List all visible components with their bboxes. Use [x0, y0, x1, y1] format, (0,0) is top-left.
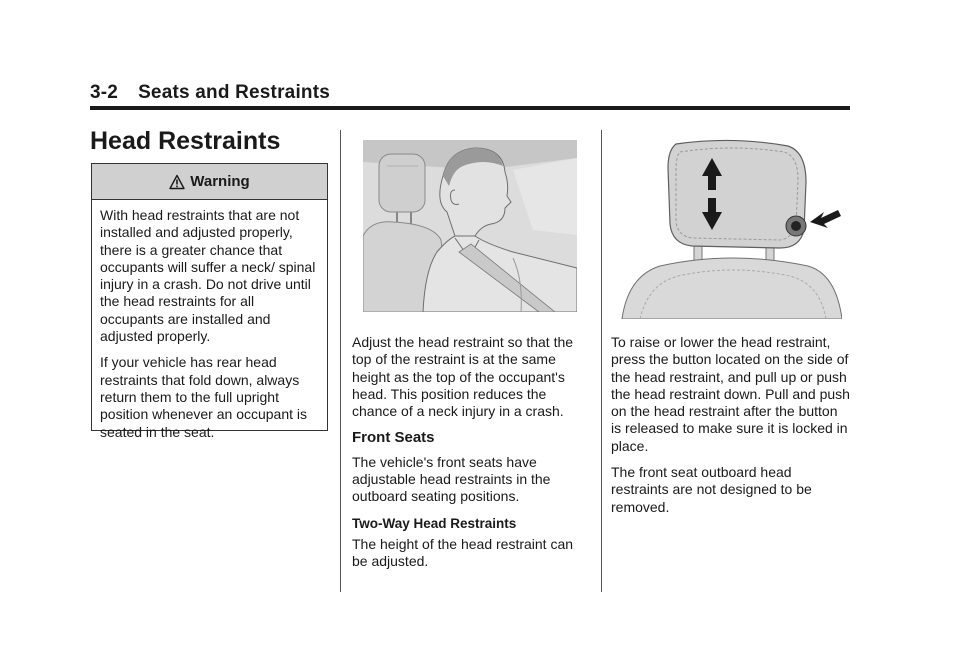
warning-header	[92, 164, 327, 200]
two-way-head-restraints-heading: Two-Way Head Restraints	[352, 515, 517, 531]
two-way-head-restraints-text: The height of the head restraint can be adjusted.	[352, 535, 574, 570]
section-title: Seats and Restraints	[138, 82, 331, 103]
running-header	[90, 82, 850, 104]
warning-label: Warning	[190, 173, 250, 190]
page-title: Head Restraints	[90, 127, 281, 155]
column-divider-right	[601, 130, 602, 592]
adjust-head-restraint-text: To raise or lower the head restraint, press the button located on the side of the head restraint, and pull up or push the head restraint down. Pull and push on the head restraint after the button is released to make sure it is locked in place.	[611, 334, 850, 454]
warning-box	[91, 163, 328, 440]
page-header	[90, 82, 850, 104]
warning-paragraph: With head restraints that are not installed and adjusted properly, there is a greater chance that occupants will suffer a neck/ spinal injury in a crash. Do not drive until the head restraints for all occupants are installed and adjusted properly.	[100, 207, 316, 345]
column-three-text	[611, 334, 851, 525]
header-rule	[90, 106, 850, 110]
head-restraint-button-illustration	[620, 138, 842, 319]
warning-paragraph: If your vehicle has rear head restraints that fold down, always return them to the full upright position whenever an occupant is seated in the seat.	[100, 354, 308, 440]
warning-body	[92, 200, 327, 441]
warning-triangle-icon	[169, 174, 185, 190]
page-number: 3-2	[90, 82, 119, 103]
head-restraint-removal-text: The front seat outboard head restraints are not designed to be removed.	[611, 464, 812, 515]
column-two-text	[352, 334, 592, 580]
column-divider-left	[340, 130, 341, 592]
front-seats-heading: Front Seats	[352, 429, 435, 447]
head-restraint-position-text: Adjust the head restraint so that the top of the restraint is at the same height as the top of the occupant's head. This position reduces the chance of a neck injury in a crash.	[352, 334, 574, 420]
occupant-head-restraint-illustration	[363, 140, 577, 312]
front-seats-text: The vehicle's front seats have adjustable head restraints in the outboard seating positions.	[352, 453, 551, 505]
